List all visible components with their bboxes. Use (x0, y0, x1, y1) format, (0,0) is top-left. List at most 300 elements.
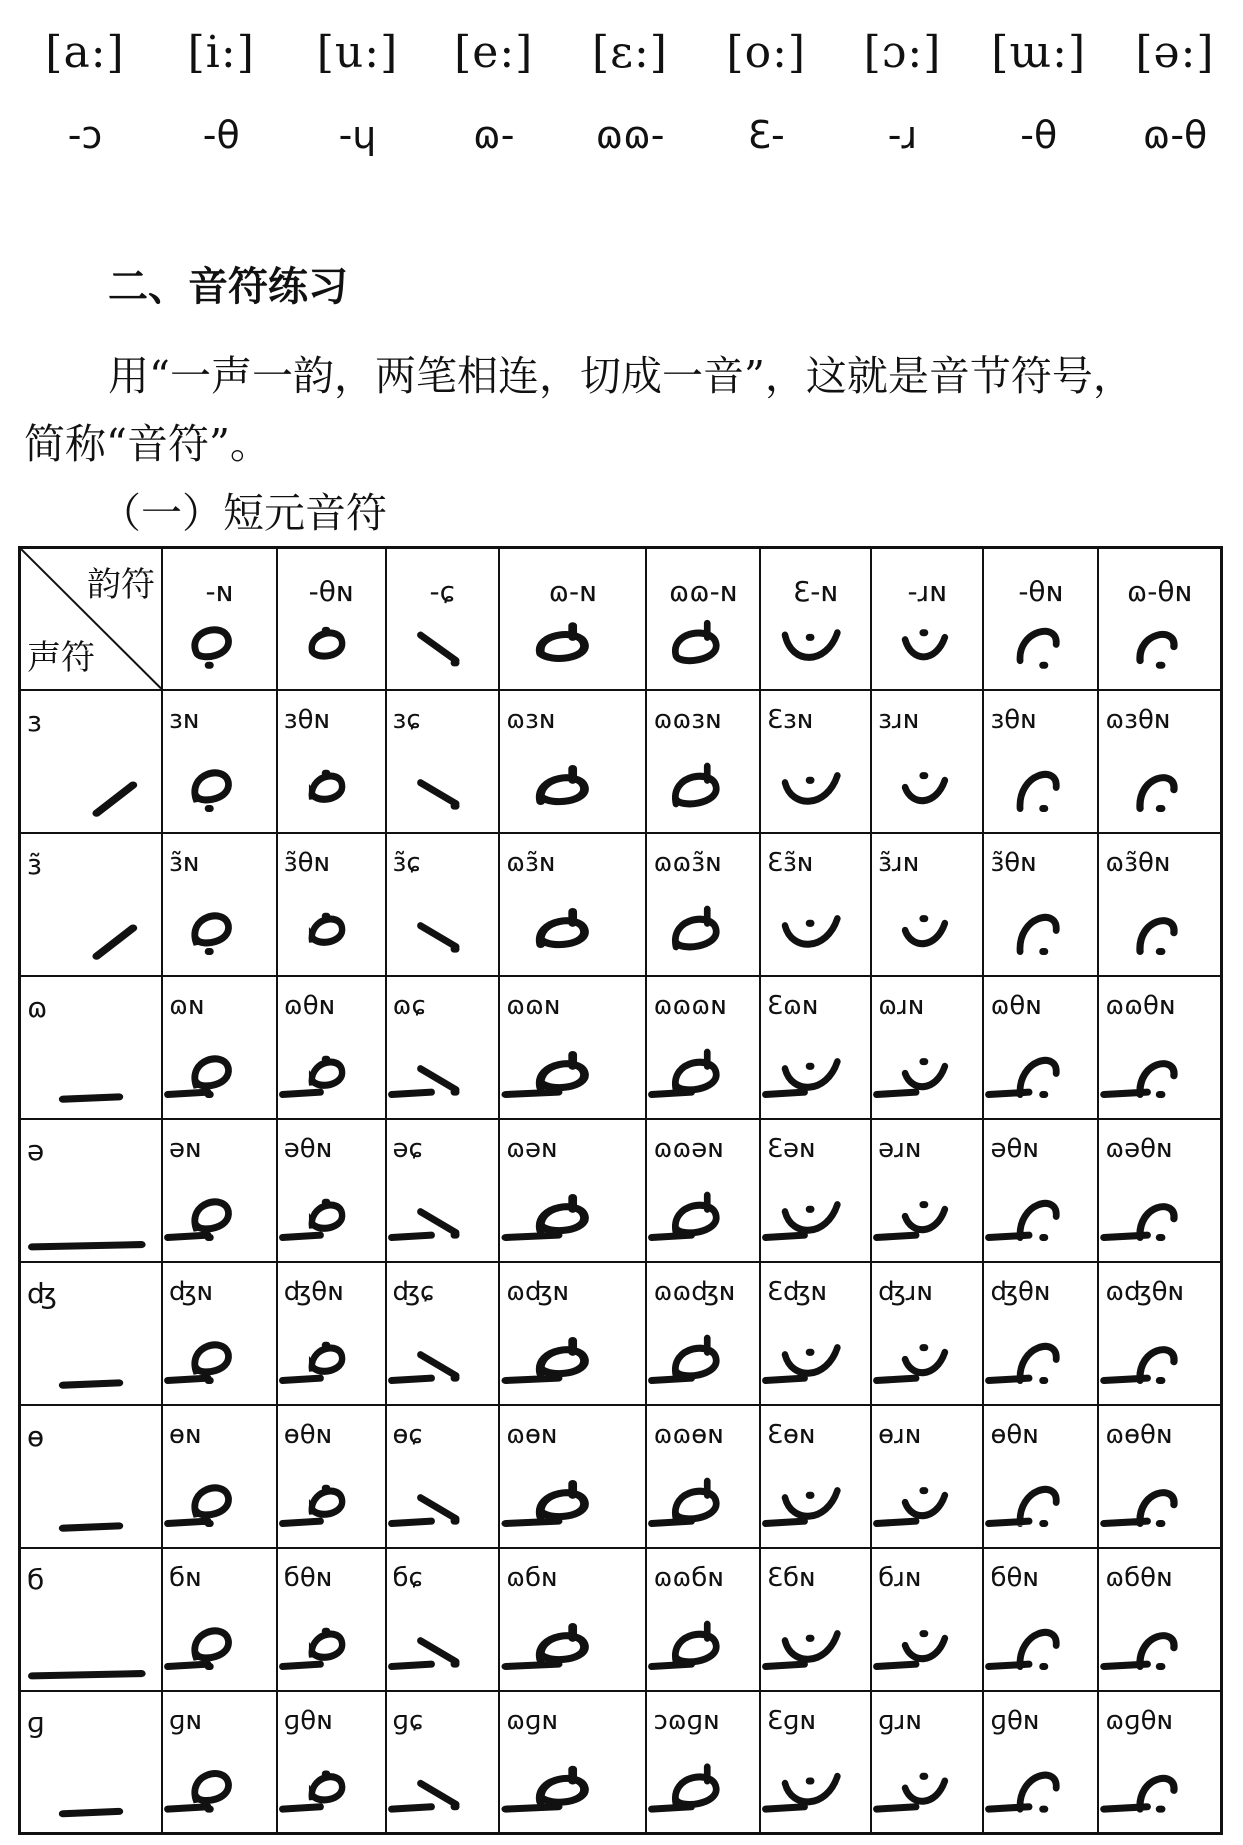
shorthand-stroke (1140, 634, 1174, 665)
shorthand-stroke-icon (500, 977, 645, 1118)
syllable-stroke (278, 1692, 385, 1833)
syllable-label: ɷɷбɴ (653, 1562, 724, 1593)
shorthand-stroke-icon (761, 1263, 870, 1404)
consonant-label: ɜ (27, 704, 42, 738)
consonant-stroke (21, 1549, 161, 1690)
shorthand-stroke-icon (163, 1406, 276, 1547)
syllable-label: ɷɹɴ (878, 990, 925, 1021)
syllable-label: ɡɴ (169, 1705, 203, 1736)
shorthand-stroke (877, 1776, 945, 1809)
syllable-label: ɵɕ (392, 1419, 423, 1450)
paragraph-line-1: 用“一声一韵，两笔相连，切成一音”，这就是音节符号， (108, 352, 1134, 400)
syllable-cell (499, 833, 646, 976)
syllable-stroke (872, 1120, 982, 1261)
shorthand-stroke-icon (278, 834, 385, 975)
ipa-symbol: [ə:] (1135, 27, 1215, 78)
shorthand-stroke (506, 1340, 585, 1380)
syllable-label: ɜ̃ɹɴ (878, 847, 920, 878)
syllable-stroke (387, 834, 499, 975)
syllable-stroke (761, 1549, 870, 1690)
syllable-stroke (163, 1120, 276, 1261)
syllable-cell (646, 1691, 760, 1834)
syllable-cell (646, 1405, 760, 1548)
syllable-cell (277, 1262, 386, 1405)
syllable-cell (760, 833, 871, 976)
vowel-header-cell (499, 548, 646, 690)
syllable-stroke (984, 1263, 1097, 1404)
syllable-cell (983, 1691, 1098, 1834)
shorthand-stroke-icon (872, 977, 982, 1118)
shorthand-stroke-icon (761, 834, 870, 975)
vowel-stroke (984, 549, 1097, 689)
shorthand-stroke-icon (984, 1549, 1097, 1690)
shorthand-stroke-icon (647, 1263, 759, 1404)
syllable-stroke (1099, 1692, 1220, 1833)
syllable-label: ɜθɴ (990, 704, 1037, 735)
syllable-cell (386, 1548, 500, 1691)
syllable-label: бθɴ (283, 1562, 333, 1593)
syllable-cell (646, 833, 760, 976)
shorthand-stroke (1104, 1063, 1174, 1094)
syllable-stroke (387, 1549, 499, 1690)
syllable-label: ɡθɴ (283, 1705, 333, 1736)
syllable-stroke (872, 977, 982, 1118)
shorthand-stroke (1020, 774, 1056, 808)
shorthand-stroke (652, 1195, 717, 1237)
table-row (20, 976, 1222, 1119)
syllable-stroke (163, 1692, 276, 1833)
shorthand-stroke-icon (387, 1120, 499, 1261)
syllable-stroke (278, 1406, 385, 1547)
syllable-stroke (163, 834, 276, 975)
syllable-stroke (278, 977, 385, 1118)
shorthand-stroke-icon (21, 1120, 161, 1261)
shorthand-stroke-icon (647, 977, 759, 1118)
syllable-label: əθɴ (990, 1133, 1039, 1164)
shorthand-stroke-icon (872, 691, 982, 832)
syllable-label: ɷɕ (392, 990, 426, 1021)
syllable-stroke (387, 691, 499, 832)
syllable-stroke (387, 1406, 499, 1547)
shorthand-stroke-icon (500, 1120, 645, 1261)
shorthand-stroke-icon (500, 1406, 645, 1547)
shorthand-stroke-icon (163, 1692, 276, 1833)
shorthand-stroke (506, 1626, 585, 1666)
syllable-cell (499, 976, 646, 1119)
vowel-label: Ɛ-ɴ (793, 575, 839, 608)
vowel-header-cell (162, 548, 277, 690)
shorthand-stroke (63, 1382, 119, 1384)
syllable-cell (871, 1691, 983, 1834)
shorthand-stroke (168, 1058, 229, 1094)
syllable-cell (386, 1691, 500, 1834)
syllable-cell (162, 690, 277, 833)
syllable-label: ɷɷθɴ (1105, 990, 1176, 1021)
shorthand-stroke (32, 1673, 141, 1675)
syllable-label: ɡɹɴ (878, 1705, 922, 1736)
shorthand-stroke-icon (984, 834, 1097, 975)
syllable-label: ɷɷəɴ (653, 1133, 724, 1164)
syllable-cell (983, 833, 1098, 976)
shorthand-stroke (168, 1630, 229, 1666)
syllable-label: ʤθɴ (990, 1276, 1051, 1307)
vowel-stroke (500, 549, 645, 689)
shorthand-stroke (1140, 777, 1174, 808)
shorthand-stroke-icon (984, 691, 1097, 832)
shorthand-stroke (391, 1783, 456, 1809)
shorthand-stroke-icon (278, 1263, 385, 1404)
syllable-stroke (500, 1406, 645, 1547)
shorthand-stroke-icon (387, 1549, 499, 1690)
syllable-stroke (872, 1692, 982, 1833)
shorthand-stroke-icon (21, 1549, 161, 1690)
syllable-stroke (500, 1549, 645, 1690)
shorthand-stroke (1104, 1492, 1174, 1523)
shorthand-stroke-icon (1099, 834, 1220, 975)
shorthand-stroke (765, 1347, 837, 1380)
syllable-cell (983, 1262, 1098, 1405)
shorthand-stroke (391, 1068, 456, 1094)
shorthand-stroke-icon (500, 549, 645, 689)
syllable-stroke (1099, 977, 1220, 1118)
syllable-label: Ɛʤɴ (766, 1276, 827, 1307)
shorthand-stroke-icon (21, 1692, 161, 1833)
shorthand-stroke-icon (500, 834, 645, 975)
shorthand-stroke (32, 1244, 141, 1246)
shorthand-stroke-icon (21, 834, 161, 975)
shorthand-stroke (1104, 1778, 1174, 1809)
shorthand-stroke-icon (984, 1120, 1097, 1261)
vowel-label: -θɴ (1018, 575, 1064, 608)
vowel-stroke (1099, 549, 1220, 689)
syllable-label: ɷθɴ (990, 990, 1042, 1021)
shorthand-stroke-icon (872, 834, 982, 975)
syllable-label: ɜ̃θɴ (283, 847, 331, 878)
shorthand-stroke-icon (278, 691, 385, 832)
shorthand-stroke (506, 1197, 585, 1237)
shorthand-stroke-icon (647, 834, 759, 975)
syllable-label: ɜ̃ɕ (392, 847, 421, 878)
syllable-label: ɷɵθɴ (1105, 1419, 1173, 1450)
table-row (20, 1119, 1222, 1262)
syllable-cell (386, 976, 500, 1119)
script-row (30, 100, 1230, 170)
shorthand-stroke (63, 1525, 119, 1527)
shorthand-stroke-icon (984, 1263, 1097, 1404)
syllable-cell (162, 1119, 277, 1262)
shorthand-stroke (312, 773, 342, 799)
shorthand-stroke-icon (647, 1692, 759, 1833)
syllable-stroke (647, 1263, 759, 1404)
syllable-label: ʤɹɴ (878, 1276, 933, 1307)
syllable-cell (760, 690, 871, 833)
syllable-stroke (984, 691, 1097, 832)
syllable-stroke (761, 1406, 870, 1547)
shorthand-stroke (168, 1201, 229, 1237)
syllable-stroke (1099, 1406, 1220, 1547)
syllable-stroke (761, 834, 870, 975)
script-letter: -ɹ (887, 113, 918, 157)
shorthand-stroke (989, 1203, 1057, 1237)
syllable-stroke (984, 834, 1097, 975)
syllable-stroke (1099, 1120, 1220, 1261)
syllable-stroke (647, 691, 759, 832)
shorthand-stroke-icon (1099, 1692, 1220, 1833)
consonant-label: б (27, 1562, 45, 1596)
vowel-stroke (761, 549, 870, 689)
consonant-stroke (21, 977, 161, 1118)
shorthand-stroke (195, 630, 229, 665)
consonant-label: ɷ (27, 990, 48, 1024)
syllable-label: ɵθɴ (283, 1419, 333, 1450)
script-letter: ɷɷ- (595, 113, 665, 157)
shorthand-stroke-icon (984, 1406, 1097, 1547)
syllable-stroke (163, 1549, 276, 1690)
shorthand-stroke (282, 1631, 342, 1666)
syllable-stroke (872, 1406, 982, 1547)
consonant-stroke (21, 1263, 161, 1404)
vowel-label: ɷ-ɴ (548, 575, 597, 608)
syllable-cell (386, 833, 500, 976)
syllable-cell (1098, 690, 1221, 833)
shorthand-stroke-icon (387, 691, 499, 832)
syllable-cell (499, 1691, 646, 1834)
shorthand-stroke-icon (1099, 1120, 1220, 1261)
vowel-stroke (872, 549, 982, 689)
shorthand-stroke-icon (500, 691, 645, 832)
syllable-stroke (984, 1406, 1097, 1547)
syllable-label: Ɛəɴ (766, 1133, 816, 1164)
shorthand-stroke-icon (500, 1549, 645, 1690)
syllable-stroke (387, 1120, 499, 1261)
shorthand-stroke (765, 1633, 837, 1666)
shorthand-stroke (1140, 920, 1174, 951)
shorthand-stroke-icon (387, 549, 499, 689)
shorthand-stroke-icon (984, 1692, 1097, 1833)
shorthand-stroke (195, 772, 229, 808)
shorthand-stroke (989, 1489, 1057, 1523)
syllable-label: ɵθɴ (990, 1419, 1039, 1450)
script-letter: -ɥ (338, 113, 377, 157)
syllable-label: ɜɕ (392, 704, 421, 735)
syllable-cell (871, 976, 983, 1119)
syllable-cell (983, 1405, 1098, 1548)
shorthand-stroke-icon (21, 1263, 161, 1404)
syllable-label: ʤɴ (169, 1276, 214, 1307)
shorthand-stroke (1104, 1635, 1174, 1666)
syllable-stroke (872, 691, 982, 832)
shorthand-stroke (282, 1345, 342, 1380)
syllable-cell (386, 1262, 500, 1405)
syllable-stroke (872, 1549, 982, 1690)
shorthand-stroke (785, 918, 837, 944)
syllable-label: əɕ (392, 1133, 423, 1164)
shorthand-stroke (540, 768, 584, 801)
shorthand-stroke (540, 911, 584, 944)
shorthand-stroke-icon (647, 691, 759, 832)
corner-cell (20, 548, 163, 690)
syllable-stroke (500, 834, 645, 975)
shorthand-stroke (989, 1346, 1057, 1380)
shorthand-stroke-icon (387, 1692, 499, 1833)
shorthand-stroke (652, 1624, 717, 1666)
syllable-label: əθɴ (283, 1133, 333, 1164)
shorthand-stroke-icon (278, 1406, 385, 1547)
syllable-cell (277, 1119, 386, 1262)
syllable-cell (162, 1691, 277, 1834)
consonant-cell (20, 1691, 163, 1834)
vowel-header-cell (277, 548, 386, 690)
shorthand-stroke (765, 1490, 837, 1523)
syllable-stroke (1099, 691, 1220, 832)
corner-bottom-label: 声符 (27, 637, 95, 678)
syllable-stroke (387, 977, 499, 1118)
vowel-header-cell (983, 548, 1098, 690)
shorthand-stroke-icon (1099, 1263, 1220, 1404)
ipa-symbol: [ɔ:] (863, 27, 942, 78)
ipa-symbol: [i:] (187, 27, 255, 78)
shorthand-stroke-icon (278, 549, 385, 689)
syllable-stroke (761, 1692, 870, 1833)
syllable-cell (162, 833, 277, 976)
vowel-label: -ɴ (205, 575, 234, 608)
shorthand-stroke (312, 630, 342, 656)
syllable-stroke (761, 1263, 870, 1404)
ipa-row (30, 18, 1230, 88)
shorthand-stroke (785, 775, 837, 801)
syllable-label: Ɛɷɴ (766, 990, 819, 1021)
vowel-stroke (278, 549, 385, 689)
consonant-stroke (21, 834, 161, 975)
script-letter: -ɔ (67, 113, 103, 157)
syllable-stroke (1099, 834, 1220, 975)
consonant-cell (20, 1262, 163, 1405)
consonant-label: ɜ̃ (27, 847, 42, 881)
syllable-cell (871, 833, 983, 976)
shorthand-stroke-icon (163, 834, 276, 975)
subheading: （一）短元音符 (100, 489, 387, 537)
consonant-cell (20, 1405, 163, 1548)
syllable-stroke (647, 834, 759, 975)
syllable-label: ɷɜ̃ɴ (506, 847, 556, 878)
shorthand-stroke-icon (1099, 977, 1220, 1118)
syllable-stroke (278, 1120, 385, 1261)
syllable-label: ɷɡɴ (506, 1705, 558, 1736)
shorthand-stroke-icon (872, 549, 982, 689)
consonant-stroke (21, 1692, 161, 1833)
consonant-cell (20, 690, 163, 833)
syllable-label: ɷɴ (169, 990, 205, 1021)
syllable-label: ɜɴ (169, 704, 200, 735)
vowel-header-cell (646, 548, 760, 690)
syllable-label: ɷəɴ (506, 1133, 558, 1164)
syllable-cell (871, 690, 983, 833)
syllable-stroke (163, 1406, 276, 1547)
syllable-label: бɹɴ (878, 1562, 922, 1593)
syllable-cell (1098, 1262, 1221, 1405)
syllable-label: бɴ (169, 1562, 202, 1593)
shorthand-stroke-icon (647, 1549, 759, 1690)
shorthand-stroke-icon (872, 1692, 982, 1833)
syllable-stroke (278, 834, 385, 975)
syllable-label: ɵɴ (169, 1419, 202, 1450)
syllable-stroke (647, 1549, 759, 1690)
script-letter: -θ (202, 113, 240, 157)
syllable-label: бθɴ (990, 1562, 1039, 1593)
syllable-label: ɷɡθɴ (1105, 1705, 1174, 1736)
shorthand-stroke-icon (500, 1263, 645, 1404)
ipa-symbol: [a:] (45, 27, 125, 78)
syllable-stroke (761, 977, 870, 1118)
corner-top-label: 韵符 (87, 565, 156, 605)
syllable-cell (760, 1405, 871, 1548)
syllable-stroke (500, 977, 645, 1118)
shorthand-stroke (540, 626, 584, 659)
vowel-label: -θɴ (308, 575, 354, 608)
shorthand-stroke (652, 1338, 717, 1380)
shorthand-stroke (676, 623, 717, 660)
shorthand-stroke-icon (1099, 1549, 1220, 1690)
syllable-label: ɷʤθɴ (1105, 1276, 1185, 1307)
shorthand-stroke-icon (984, 549, 1097, 689)
syllable-stroke (984, 1692, 1097, 1833)
shorthand-stroke (168, 1487, 229, 1523)
shorthand-stroke (765, 1061, 837, 1094)
shorthand-stroke (989, 1060, 1057, 1094)
syllable-cell (1098, 1119, 1221, 1262)
syllable-cell (1098, 833, 1221, 976)
table-row (20, 1691, 1222, 1834)
syllable-stroke (984, 1549, 1097, 1690)
table-row (20, 690, 1222, 833)
shorthand-stroke-icon (163, 691, 276, 832)
syllable-label: ɜθɴ (283, 704, 331, 735)
syllable-stroke (500, 691, 645, 832)
section-heading: 二、音符练习 (108, 264, 348, 310)
syllable-label: ɡθɴ (990, 1705, 1040, 1736)
syllable-stroke (500, 1263, 645, 1404)
syllable-cell (277, 976, 386, 1119)
syllable-cell (760, 1262, 871, 1405)
shorthand-stroke-icon (278, 1692, 385, 1833)
syllable-cell (983, 1548, 1098, 1691)
shorthand-stroke (1104, 1349, 1174, 1380)
syllable-cell (983, 690, 1098, 833)
syllable-stroke (647, 977, 759, 1118)
shorthand-stroke (282, 1488, 342, 1523)
shorthand-stroke (1020, 917, 1056, 951)
shorthand-stroke-icon (1099, 549, 1220, 689)
syllable-label: ɷθɴ (283, 990, 336, 1021)
ipa-symbol: [u:] (316, 27, 399, 78)
syllable-cell (871, 1262, 983, 1405)
syllable-stroke (387, 1692, 499, 1833)
syllable-label: əɹɴ (878, 1133, 922, 1164)
syllable-cell (871, 1119, 983, 1262)
syllable-stroke (761, 691, 870, 832)
shorthand-stroke-icon (21, 977, 161, 1118)
consonant-label: ə (27, 1133, 45, 1167)
consonant-label: ɡ (27, 1705, 45, 1739)
syllable-cell (646, 1119, 760, 1262)
syllable-label: ɷɷɜɴ (653, 704, 722, 735)
shorthand-stroke (195, 915, 229, 951)
syllable-cell (760, 1119, 871, 1262)
script-letter: ɷ- (473, 113, 515, 157)
syllable-cell (871, 1405, 983, 1548)
shorthand-stroke (63, 1096, 119, 1098)
vowel-header-cell (760, 548, 871, 690)
